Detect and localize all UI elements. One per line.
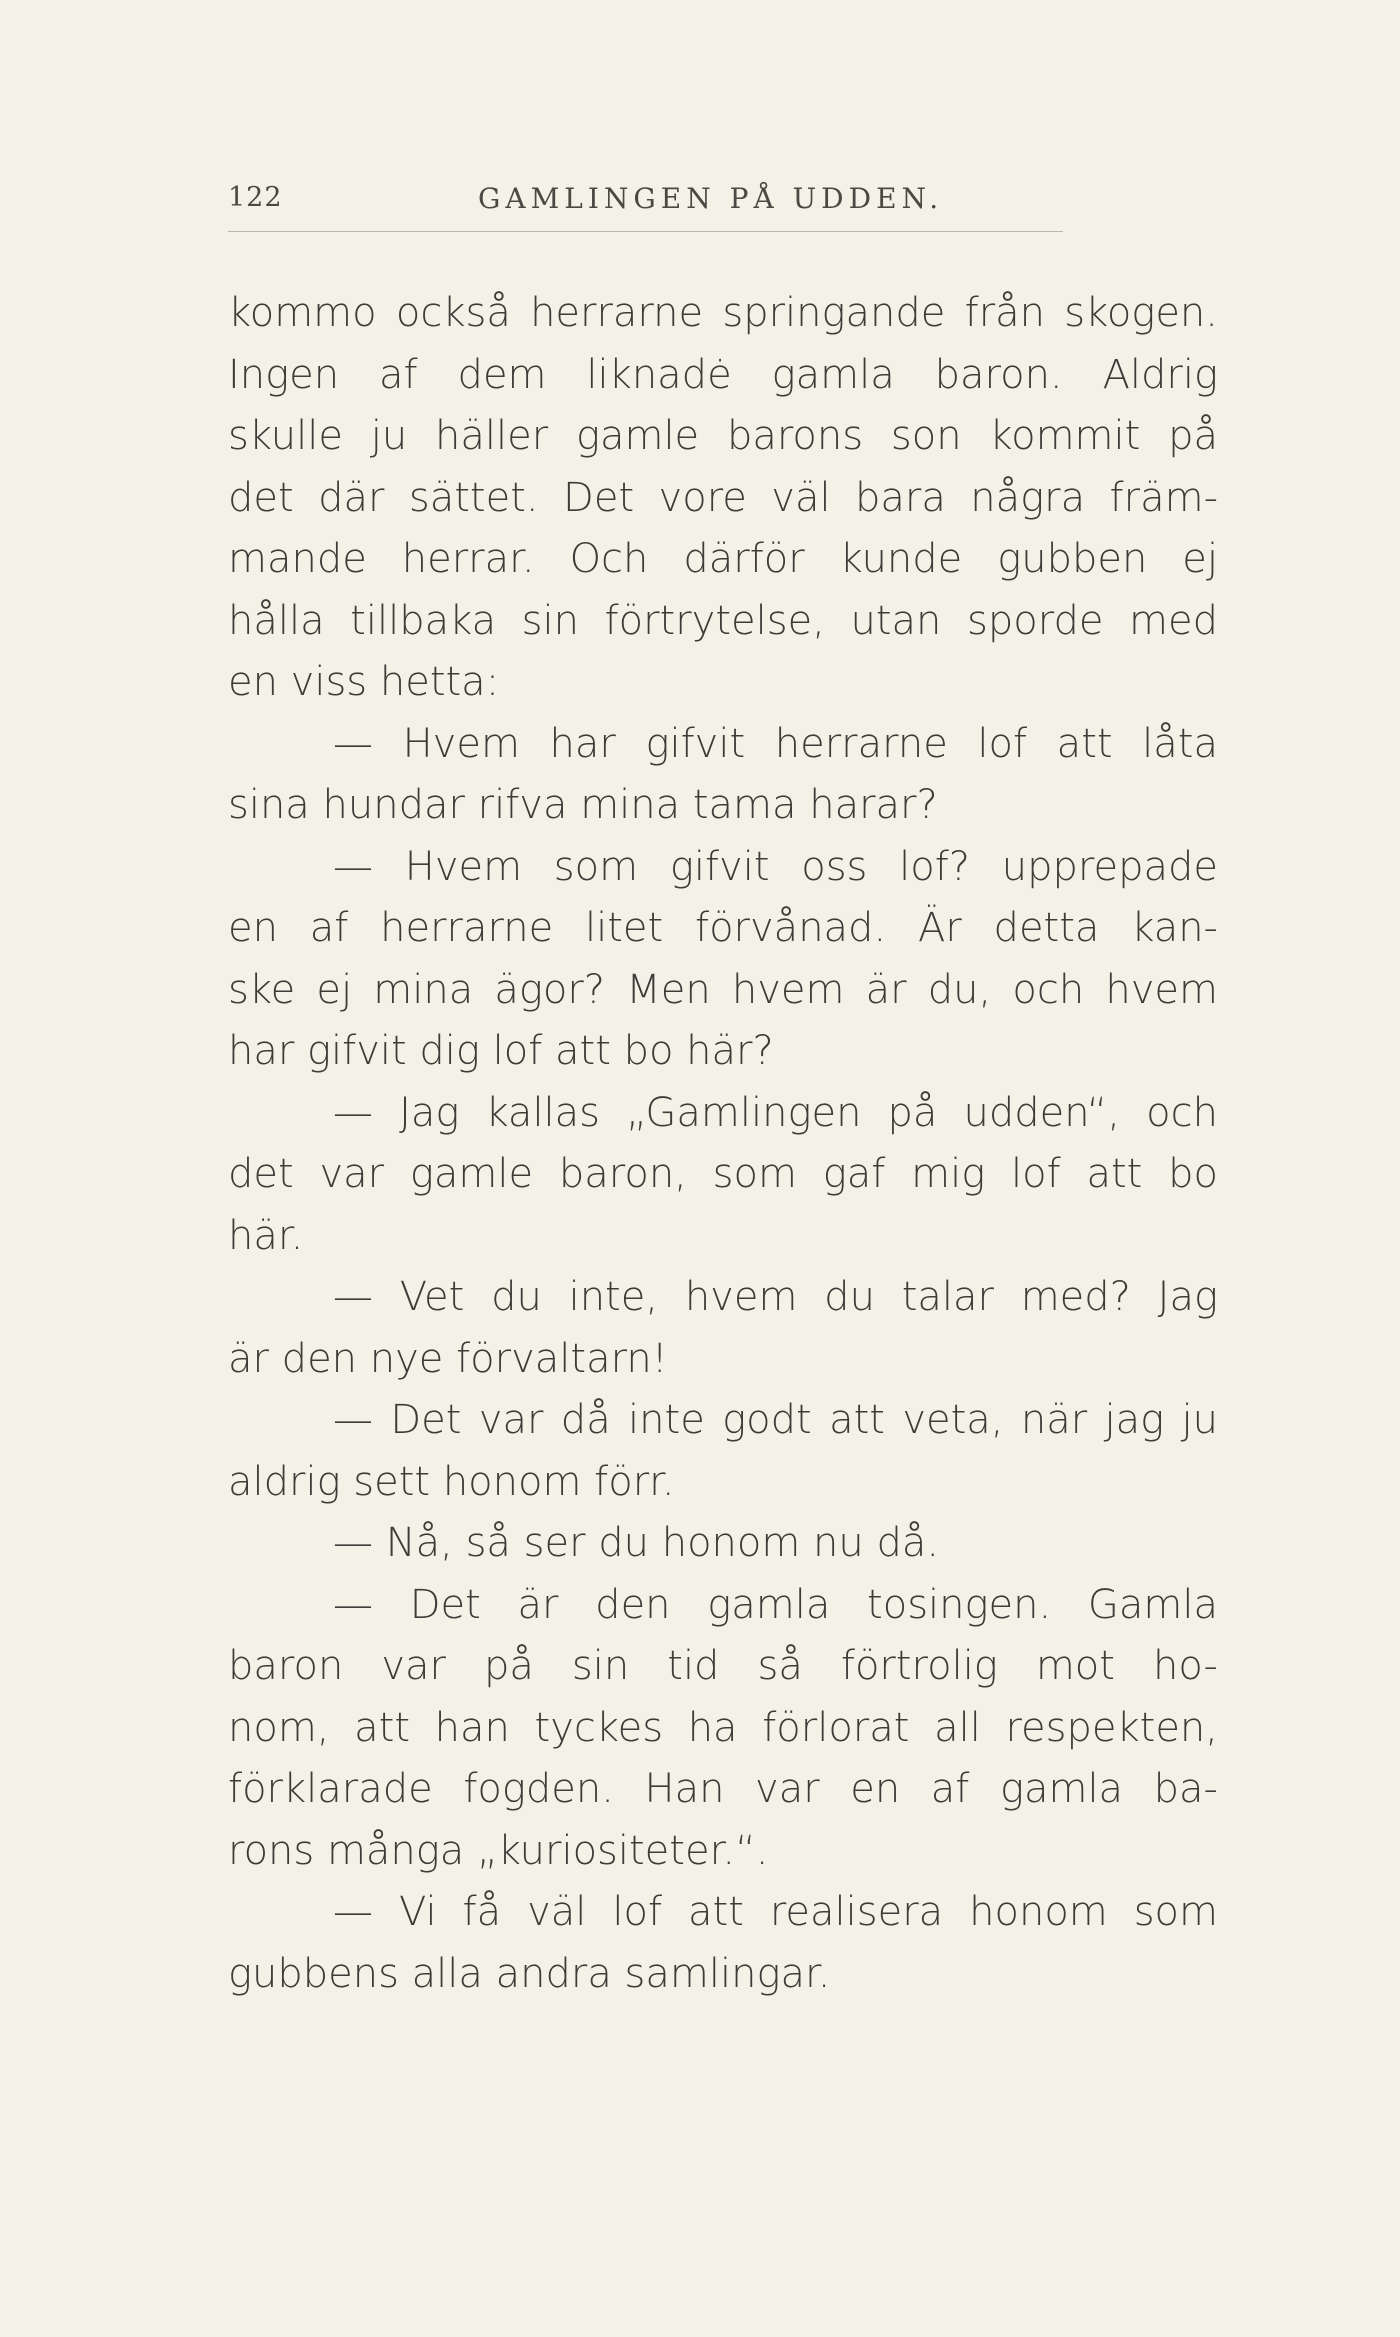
body-text xyxy=(228,283,1218,2005)
text-line: hålla tillbaka sin förtrytelse, utan sporde med xyxy=(228,597,1218,644)
text-line: skulle ju häller gamle barons son kommit på xyxy=(228,413,1218,459)
text-line: aldrig sett honom förr. xyxy=(228,1458,675,1505)
text-line: kommo också herrarne springande från skogen. xyxy=(228,290,1218,336)
text-line: — Hvem har gifvit herrarne lof att låta xyxy=(333,720,1218,767)
text-line: det var gamle baron, som gaf mig lof att bo xyxy=(228,1151,1218,1197)
text-line: Ingen af dem liknadė gamla baron. Aldrig xyxy=(228,351,1218,398)
text-line: är den nye förvaltarn! xyxy=(228,1335,668,1382)
text-line: rons många „kuriositeter.“. xyxy=(228,1827,769,1874)
running-head xyxy=(228,178,1218,228)
text-line: — Jag kallas „Gamlingen på udden“, och xyxy=(333,1089,1218,1136)
running-title: GAMLINGEN PÅ UDDEN. xyxy=(478,182,944,215)
text-line: gubbens alla andra samlingar. xyxy=(228,1950,831,1997)
text-line: har gifvit dig lof att bo här? xyxy=(228,1028,774,1074)
text-line: en viss hetta: xyxy=(228,659,500,705)
text-line: nom, att han tyckes ha förlorat all respekten, xyxy=(228,1704,1218,1751)
text-line: här. xyxy=(228,1212,304,1259)
text-line: ske ej mina ägor? Men hvem är du, och hvem xyxy=(228,966,1218,1013)
text-line: sina hundar rifva mina tama harar? xyxy=(228,782,938,828)
text-line: baron var på sin tid så förtrolig mot ho- xyxy=(228,1643,1218,1689)
text-line: — Nå, så ser du honom nu då. xyxy=(333,1520,940,1566)
text-line: det där sättet. Det vore väl bara några främ- xyxy=(228,474,1218,521)
text-line: — Det var då inte godt att veta, när jag ju xyxy=(333,1397,1218,1443)
text-line: förklarade fogden. Han var en af gamla ba- xyxy=(228,1766,1218,1812)
text-line: mande herrar. Och därför kunde gubben ej xyxy=(228,536,1218,582)
page-number: 122 xyxy=(228,182,283,213)
text-line: — Vet du inte, hvem du talar med? Jag xyxy=(333,1274,1218,1320)
text-line: — Vi få väl lof att realisera honom som xyxy=(333,1889,1218,1935)
text-line: en af herrarne litet förvånad. Är detta kan- xyxy=(228,905,1218,951)
header-rule xyxy=(228,231,1063,232)
text-line: — Det är den gamla tosingen. Gamla xyxy=(333,1581,1218,1628)
text-line: — Hvem som gifvit oss lof? upprepade xyxy=(333,843,1218,890)
